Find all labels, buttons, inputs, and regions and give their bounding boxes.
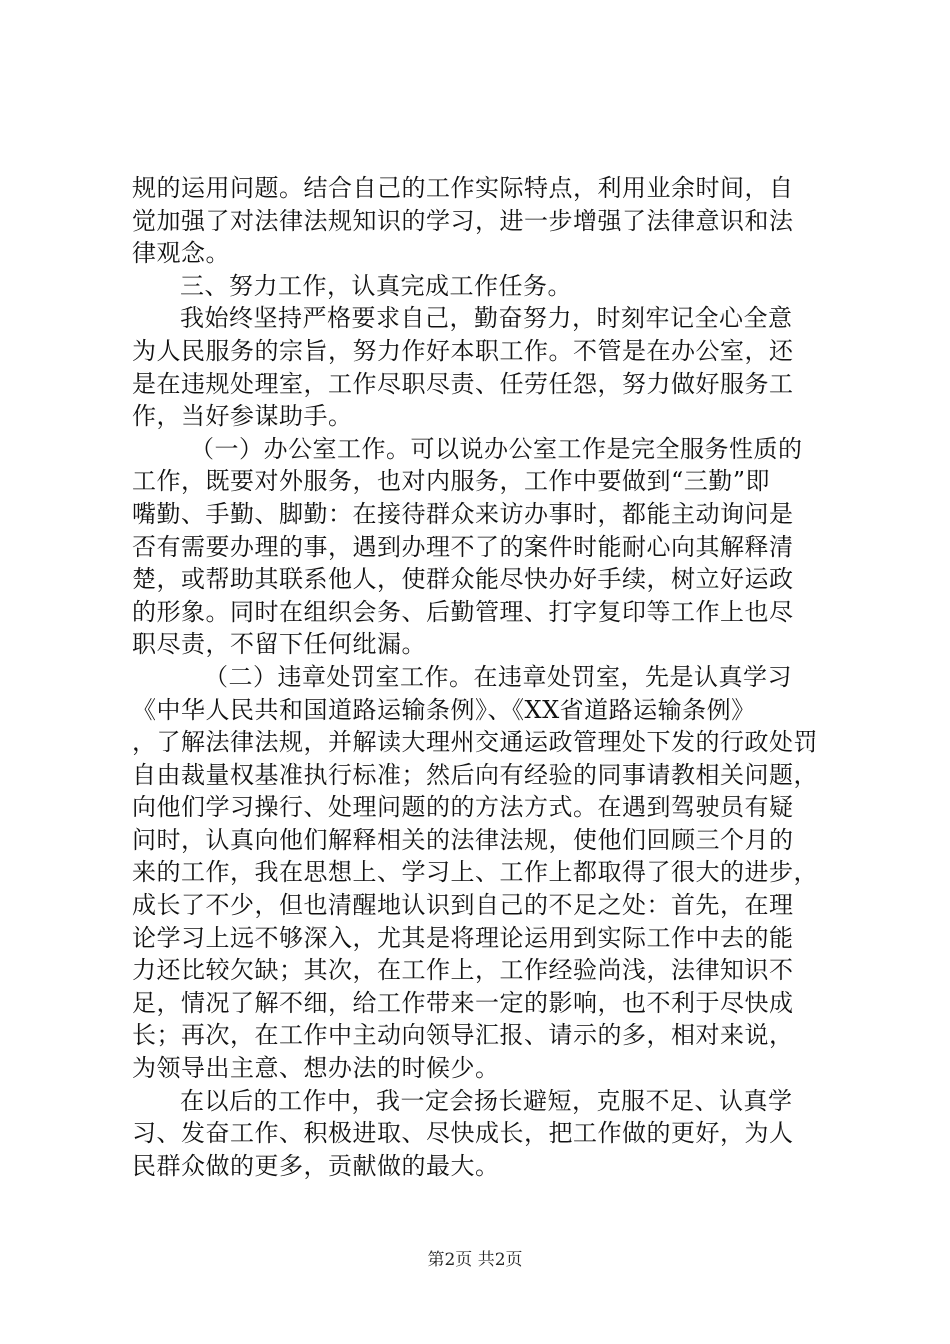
- text-line: 否有需要办理的事，遇到办理不了的案件时能耐心向其解释清: [132, 532, 794, 561]
- page-number-footer: 第2页 共2页: [427, 1250, 523, 1270]
- text-line: 《中华人民共和国道路运输条例》、《XX省道路运输条例》: [132, 695, 756, 724]
- text-line: 律观念。: [132, 239, 230, 268]
- text-line: 是在违规处理室，工作尽职尽责、任劳任怨，努力做好服务工: [132, 369, 794, 398]
- text-line: 规的运用问题。结合自己的工作实际特点，利用业余时间，自: [132, 174, 794, 202]
- text-line: 工作，既要对外服务，也对内服务，工作中要做到“三勤”即: [132, 467, 771, 496]
- text-line: 论学习上远不够深入，尤其是将理论运用到实际工作中去的能: [132, 923, 794, 952]
- text-line: 足，情况了解不细，给工作带来一定的影响，也不利于尽快成: [132, 988, 794, 1017]
- text-line: ，了解法律法规，并解读大理州交通运政管理处下发的行政处罚: [132, 728, 818, 757]
- text-line: 为领导出主意、想办法的时候少。: [132, 1054, 500, 1083]
- text-line: 作，当好参谋助手。: [132, 402, 353, 431]
- text-line: 觉加强了对法律法规知识的学习，进一步增强了法律意识和法: [132, 206, 794, 235]
- text-line: 长；再次，在工作中主动向领导汇报、请示的多，相对来说，: [132, 1021, 794, 1050]
- text-line: 我始终坚持严格要求自己，勤奋努力，时刻牢记全心全意: [180, 304, 793, 333]
- section-heading: 三、努力工作，认真完成工作任务。: [180, 271, 572, 300]
- text-line: 民群众做的更多，贡献做的最大。: [132, 1151, 500, 1180]
- text-line: 为人民服务的宗旨，努力作好本职工作。不管是在办公室，还: [132, 336, 794, 365]
- text-line: 习、发奋工作、积极进取、尽快成长，把工作做的更好，为人: [132, 1119, 794, 1148]
- text-line: 问时，认真向他们解释相关的法律法规，使他们回顾三个月的: [132, 825, 794, 854]
- text-line: 的形象。同时在组织会务、后勤管理、打字复印等工作上也尽: [132, 597, 794, 626]
- text-line: 楚，或帮助其联系他人，使群众能尽快办好手续，树立好运政: [132, 565, 794, 594]
- text-line: 职尽责，不留下任何纰漏。: [132, 630, 426, 659]
- text-line: 嘴勤、手勤、脚勤：在接待群众来访办事时，都能主动询问是: [132, 499, 794, 528]
- text-line: 成长了不少，但也清醒地认识到自己的不足之处：首先，在理: [132, 891, 794, 920]
- text-line: 力还比较欠缺；其次，在工作上，工作经验尚浅，法律知识不: [132, 956, 794, 985]
- text-line: 来的工作，我在思想上、学习上、工作上都取得了很大的进步，: [132, 858, 818, 887]
- text-line: 在以后的工作中，我一定会扬长避短，克服不足、认真学: [180, 1086, 793, 1115]
- text-line: 向他们学习操行、处理问题的的方法方式。在遇到驾驶员有疑: [132, 793, 794, 822]
- document-body: [132, 172, 832, 1182]
- subsection-line: （二）违章处罚室工作。在违章处罚室，先是认真学习: [204, 662, 792, 691]
- text-line: 自由裁量权基准执行标准；然后向有经验的同事请教相关问题，: [132, 760, 818, 789]
- subsection-line: （一）办公室工作。可以说办公室工作是完全服务性质的: [190, 434, 803, 463]
